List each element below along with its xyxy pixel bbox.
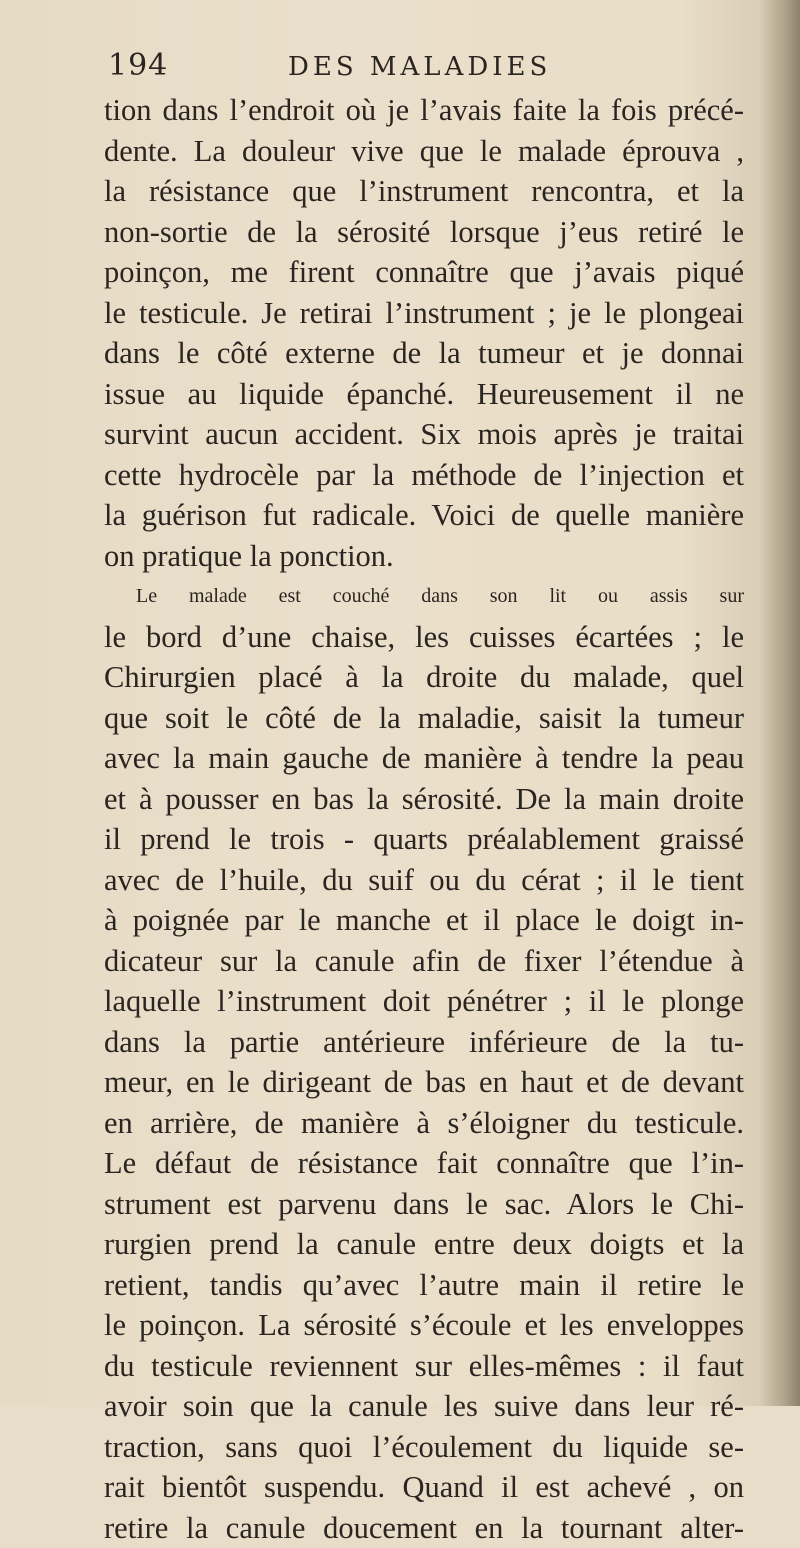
text-line: dans la partie antérieure inférieure de la tu- bbox=[104, 1022, 744, 1063]
text-line: la résistance que l’instrument rencontra, et la bbox=[104, 171, 744, 212]
text-line: dans le côté externe de la tumeur et je donnai bbox=[104, 333, 744, 374]
text-line: on pratique la ponction. bbox=[104, 536, 744, 577]
text-line: retire la canule doucement en la tournant alter- bbox=[104, 1508, 744, 1548]
text-line: et à pousser en bas la sérosité. De la main droite bbox=[104, 779, 744, 820]
text-line: du testicule reviennent sur elles-mêmes : il faut bbox=[104, 1346, 744, 1387]
text-line: strument est parvenu dans le sac. Alors le Chi- bbox=[104, 1184, 744, 1225]
text-line: rait bientôt suspendu. Quand il est achevé , on bbox=[104, 1467, 744, 1508]
text-line: le poinçon. La sérosité s’écoule et les enveloppes bbox=[104, 1305, 744, 1346]
text-line: cette hydrocèle par la méthode de l’injection et bbox=[104, 455, 744, 496]
text-line: tion dans l’endroit où je l’avais faite la fois précé- bbox=[104, 90, 744, 131]
body-text bbox=[104, 90, 744, 1548]
text-line: il prend le trois - quarts préalablement graissé bbox=[104, 819, 744, 860]
text-line: non-sortie de la sérosité lorsque j’eus retiré le bbox=[104, 212, 744, 253]
text-line: avoir soin que la canule les suive dans leur ré- bbox=[104, 1386, 744, 1427]
text-line: Chirurgien placé à la droite du malade, quel bbox=[104, 657, 744, 698]
text-line: survint aucun accident. Six mois après je traitai bbox=[104, 414, 744, 455]
text-line: en arrière, de manière à s’éloigner du testicule. bbox=[104, 1103, 744, 1144]
page-edge-shadow bbox=[760, 0, 800, 1406]
text-line: que soit le côté de la maladie, saisit la tumeur bbox=[104, 698, 744, 739]
text-line: dente. La douleur vive que le malade éprouva , bbox=[104, 131, 744, 172]
text-line: rurgien prend la canule entre deux doigts et la bbox=[104, 1224, 744, 1265]
running-head bbox=[108, 48, 728, 88]
text-line: traction, sans quoi l’écoulement du liquide se- bbox=[104, 1427, 744, 1468]
paragraph-start-line: Le malade est couché dans son lit ou assis sur bbox=[104, 576, 744, 617]
text-line: à poignée par le manche et il place le doigt in- bbox=[104, 900, 744, 941]
text-line: poinçon, me firent connaître que j’avais piqué bbox=[104, 252, 744, 293]
text-line: issue au liquide épanché. Heureusement il ne bbox=[104, 374, 744, 415]
text-line: laquelle l’instrument doit pénétrer ; il le plonge bbox=[104, 981, 744, 1022]
text-line: meur, en le dirigeant de bas en haut et de devant bbox=[104, 1062, 744, 1103]
text-line: le bord d’une chaise, les cuisses écartées ; le bbox=[104, 617, 744, 658]
text-line: la guérison fut radicale. Voici de quelle manière bbox=[104, 495, 744, 536]
text-line: dicateur sur la canule afin de fixer l’étendue à bbox=[104, 941, 744, 982]
running-head-title: DES MALADIES bbox=[288, 52, 551, 82]
text-line: le testicule. Je retirai l’instrument ; je le plongeai bbox=[104, 293, 744, 334]
text-line: avec de l’huile, du suif ou du cérat ; il le tient bbox=[104, 860, 744, 901]
text-line: avec la main gauche de manière à tendre la peau bbox=[104, 738, 744, 779]
page-number: 194 bbox=[108, 48, 168, 83]
text-line: retient, tandis qu’avec l’autre main il retire le bbox=[104, 1265, 744, 1306]
text-line: Le défaut de résistance fait connaître que l’in- bbox=[104, 1143, 744, 1184]
